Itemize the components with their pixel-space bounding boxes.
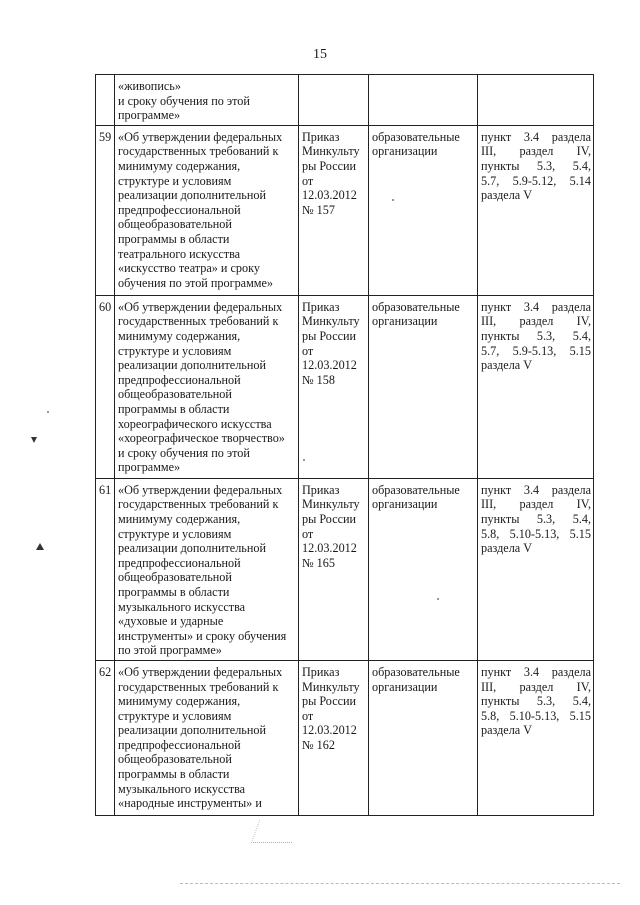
title-line: государственных требований к — [118, 497, 279, 512]
order-cell — [299, 295, 369, 478]
title-line: структуре и условиям — [118, 526, 232, 541]
title-line: обучения по этой программе» — [118, 275, 274, 290]
order-line: Приказ — [302, 664, 340, 679]
title-line: «хореографическое творчество» — [118, 431, 285, 446]
order-line: 12.03.2012 — [302, 358, 357, 373]
page-number: 15 — [313, 47, 327, 62]
title-line: государственных требований к — [118, 679, 279, 694]
row-number-cell — [96, 295, 115, 478]
order-line: Приказ — [302, 482, 340, 497]
order-line: ры России — [302, 328, 357, 343]
points-line: пункты 5.3, 5.4, — [481, 694, 591, 709]
title-line: реализации дополнительной — [118, 541, 266, 556]
row-number-cell — [96, 660, 115, 815]
points-line: пункты 5.3, 5.4, — [481, 511, 591, 526]
subject-cell — [369, 478, 478, 660]
points-line: 5.7, 5.9-5.12, 5.14 — [481, 173, 591, 188]
title-line: предпрофессиональной — [118, 555, 241, 570]
subject-cell — [369, 75, 478, 126]
order-line: от — [302, 708, 314, 723]
points-line: пункты 5.3, 5.4, — [481, 328, 591, 343]
title-line: структуре и условиям — [118, 173, 232, 188]
order-cell — [299, 478, 369, 660]
document-title-cell — [115, 660, 299, 815]
title-line: «Об утверждении федеральных — [118, 664, 283, 679]
subject-line: организации — [372, 314, 438, 329]
order-line: от — [302, 173, 314, 188]
title-line: государственных требований к — [118, 314, 279, 329]
document-title-cell — [115, 75, 299, 126]
points-line: раздела V — [481, 541, 533, 556]
row-number: 62 — [99, 664, 112, 679]
row-number: 61 — [99, 482, 112, 497]
subject-cell — [369, 660, 478, 815]
row-number-cell — [96, 125, 115, 295]
subject-line: организации — [372, 144, 438, 159]
order-line: Минкульту — [302, 144, 360, 159]
title-line: общеобразовательной — [118, 570, 232, 585]
points-cell — [478, 75, 594, 126]
title-line: по этой программе» — [118, 643, 222, 658]
subject-line: образовательные — [372, 129, 460, 144]
title-line: государственных требований к — [118, 144, 279, 159]
title-line: театрального искусства — [118, 246, 241, 261]
order-line: от — [302, 526, 314, 541]
order-line: № 162 — [302, 737, 335, 752]
scan-speck — [437, 598, 439, 600]
points-line: 5.7, 5.9-5.13, 5.15 — [481, 343, 591, 358]
title-line: реализации дополнительной — [118, 188, 266, 203]
title-line: программы в области — [118, 231, 230, 246]
row-number-cell — [96, 75, 115, 126]
regulations-table-body — [96, 75, 594, 816]
title-line: программе» — [118, 108, 181, 123]
title-line: общеобразовательной — [118, 752, 232, 767]
row-number: 59 — [99, 129, 112, 144]
title-line: общеобразовательной — [118, 387, 232, 402]
title-line: музыкального искусства — [118, 599, 246, 614]
points-line: пункт 3.4 раздела — [481, 664, 591, 679]
points-line: 5.8, 5.10-5.13, 5.15 — [481, 708, 591, 723]
title-line: предпрофессиональной — [118, 202, 241, 217]
subject-line: образовательные — [372, 664, 460, 679]
scan-speck — [47, 411, 49, 413]
title-line: «Об утверждении федеральных — [118, 129, 283, 144]
title-line: минимуму содержания, — [118, 328, 241, 343]
points-cell — [478, 295, 594, 478]
title-line: и сроку обучения по этой — [118, 93, 250, 108]
title-line: программы в области — [118, 584, 230, 599]
order-cell — [299, 75, 369, 126]
table-row — [96, 75, 594, 126]
title-line: реализации дополнительной — [118, 358, 266, 373]
order-cell — [299, 660, 369, 815]
title-line: минимуму содержания, — [118, 158, 241, 173]
order-line: ры России — [302, 694, 357, 709]
regulations-table — [95, 74, 594, 816]
points-line: пункт 3.4 раздела — [481, 299, 591, 314]
subject-line: образовательные — [372, 299, 460, 314]
title-line: «Об утверждении федеральных — [118, 482, 283, 497]
title-line: «живопись» — [118, 79, 181, 93]
scan-edge-noise — [180, 883, 620, 884]
title-line: инструменты» и сроку обучения — [118, 628, 287, 643]
title-line: программы в области — [118, 767, 230, 782]
table-row — [96, 125, 594, 295]
order-cell — [299, 125, 369, 295]
document-title-cell — [115, 125, 299, 295]
points-cell — [478, 125, 594, 295]
order-line: 12.03.2012 — [302, 541, 357, 556]
title-line: и сроку обучения по этой — [118, 445, 250, 460]
table-row — [96, 295, 594, 478]
order-line: 12.03.2012 — [302, 723, 357, 738]
title-line: «народные инструменты» и — [118, 796, 262, 811]
title-line: предпрофессиональной — [118, 372, 241, 387]
title-line: программы в области — [118, 401, 230, 416]
points-line: III, раздел IV, — [481, 679, 591, 694]
points-line: пункт 3.4 раздела — [481, 129, 591, 144]
row-number: 60 — [99, 299, 112, 314]
points-line: раздела V — [481, 188, 533, 203]
order-line: 12.03.2012 — [302, 188, 357, 203]
title-line: музыкального искусства — [118, 781, 246, 796]
order-line: Приказ — [302, 129, 340, 144]
title-line: «Об утверждении федеральных — [118, 299, 283, 314]
title-line: «духовые и ударные — [118, 614, 224, 629]
order-line: Минкульту — [302, 314, 360, 329]
title-line: реализации дополнительной — [118, 723, 266, 738]
order-line: Минкульту — [302, 679, 360, 694]
order-line: от — [302, 343, 314, 358]
points-line: III, раздел IV, — [481, 144, 591, 159]
points-line: раздела V — [481, 358, 533, 373]
title-line: минимуму содержания, — [118, 511, 241, 526]
table-row — [96, 660, 594, 815]
subject-cell — [369, 295, 478, 478]
title-line: общеобразовательной — [118, 217, 232, 232]
order-line: ры России — [302, 158, 357, 173]
subject-line: образовательные — [372, 482, 460, 497]
subject-line: организации — [372, 679, 438, 694]
scan-smudge — [251, 820, 300, 843]
subject-cell — [369, 125, 478, 295]
points-line: III, раздел IV, — [481, 497, 591, 512]
points-line: раздела V — [481, 723, 533, 738]
title-line: предпрофессиональной — [118, 737, 241, 752]
order-line: ры России — [302, 511, 357, 526]
order-line: № 165 — [302, 555, 335, 570]
points-line: 5.8, 5.10-5.13, 5.15 — [481, 526, 591, 541]
order-line: № 158 — [302, 372, 335, 387]
points-line: III, раздел IV, — [481, 314, 591, 329]
title-line: хореографического искусства — [118, 416, 272, 431]
order-line: Приказ — [302, 299, 340, 314]
title-line: минимуму содержания, — [118, 694, 241, 709]
title-line: «искусство театра» и сроку — [118, 261, 260, 276]
subject-line: организации — [372, 497, 438, 512]
order-line: № 157 — [302, 202, 335, 217]
document-title-cell — [115, 295, 299, 478]
title-line: структуре и условиям — [118, 708, 232, 723]
points-cell — [478, 660, 594, 815]
scan-speck — [303, 459, 305, 461]
title-line: структуре и условиям — [118, 343, 232, 358]
row-number-cell — [96, 478, 115, 660]
points-cell — [478, 478, 594, 660]
order-line: Минкульту — [302, 497, 360, 512]
document-title-cell — [115, 478, 299, 660]
scan-speck — [392, 199, 394, 201]
table-row — [96, 478, 594, 660]
title-line: программе» — [118, 460, 181, 475]
points-line: пункты 5.3, 5.4, — [481, 158, 591, 173]
points-line: пункт 3.4 раздела — [481, 482, 591, 497]
scan-mark — [36, 543, 44, 550]
scan-mark — [31, 437, 37, 443]
